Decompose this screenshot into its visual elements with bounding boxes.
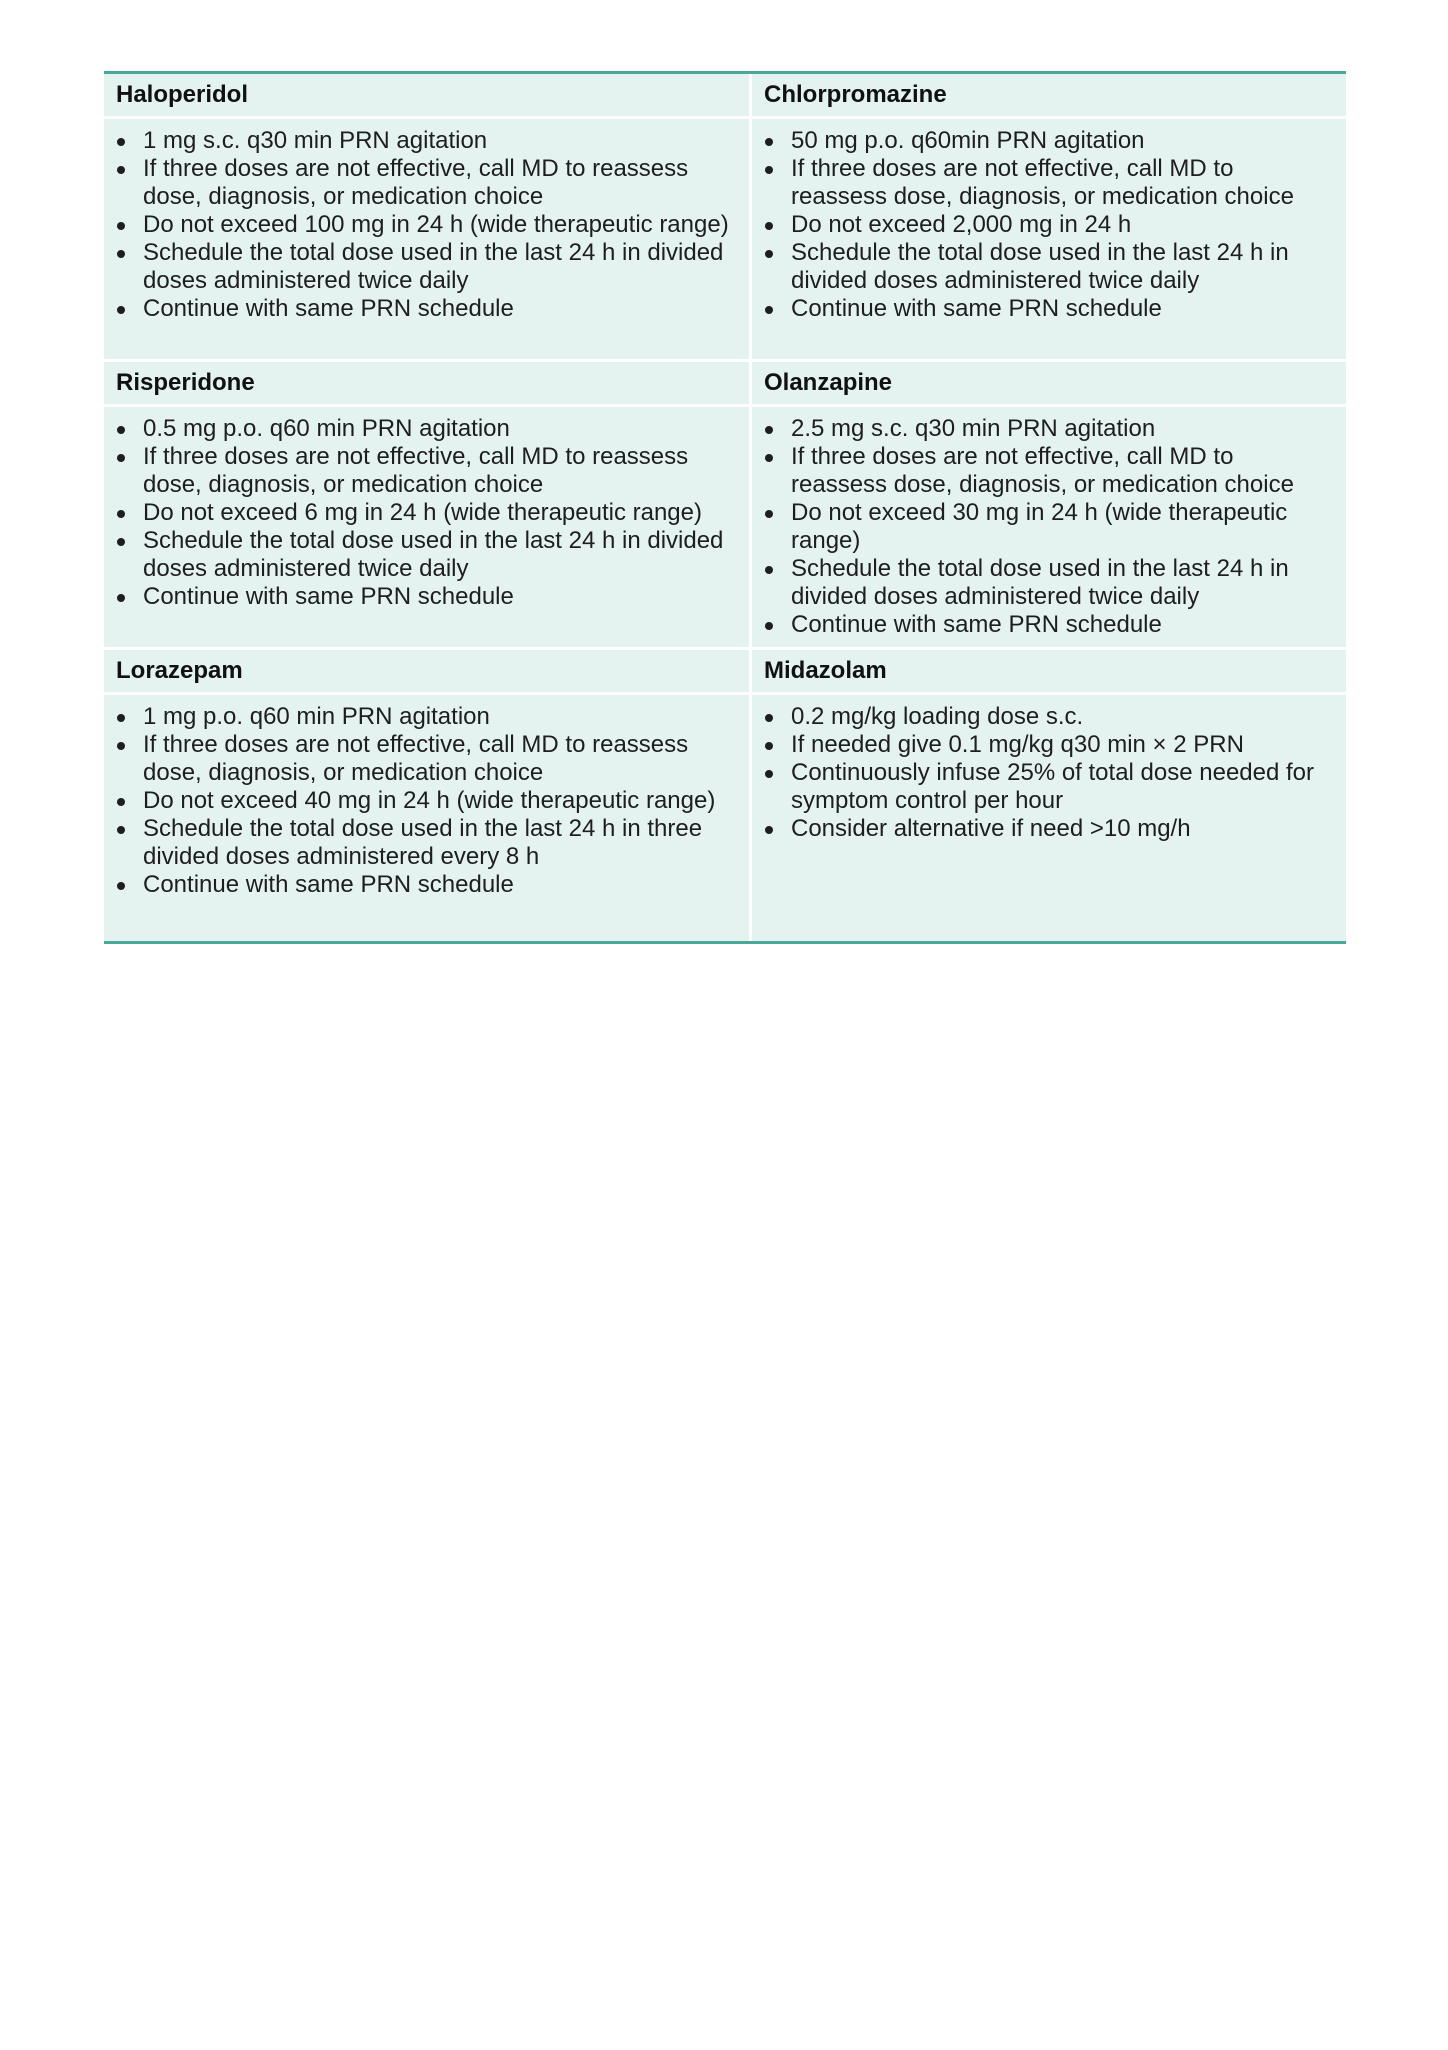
list-item: If three doses are not effective, call MD to reassess dose, diagnosis, or medication choice [764, 443, 1334, 499]
drug-name-risperidone: Risperidone [104, 362, 752, 404]
instruction-list [116, 127, 737, 323]
list-item: 0.5 mg p.o. q60 min PRN agitation [116, 415, 737, 443]
list-item: Do not exceed 40 mg in 24 h (wide therapeutic range) [116, 787, 737, 815]
table-body-row [104, 407, 1346, 650]
table-header-row [104, 74, 1346, 119]
instruction-list [764, 415, 1334, 639]
drug-name-midazolam: Midazolam [764, 657, 887, 684]
list-item: Schedule the total dose used in the last 24 h in three divided doses administered every 8 h [116, 815, 737, 871]
table-header-row [104, 362, 1346, 407]
table-body-row [104, 695, 1346, 941]
drug-instructions-chlorpromazine [752, 119, 1346, 359]
list-item: 2.5 mg s.c. q30 min PRN agitation [764, 415, 1334, 443]
list-item: If three doses are not effective, call MD to reassess dose, diagnosis, or medication choice [116, 443, 737, 499]
instruction-list [116, 703, 737, 899]
list-item: If three doses are not effective, call MD to reassess dose, diagnosis, or medication choice [116, 155, 737, 211]
drug-instructions-midazolam [752, 695, 1346, 941]
drug-instructions-risperidone [104, 407, 752, 647]
table-body-row [104, 119, 1346, 362]
drug-name-haloperidol: Haloperidol [104, 74, 752, 116]
list-item: Continue with same PRN schedule [764, 611, 1334, 639]
list-item: Schedule the total dose used in the last 24 h in divided doses administered twice daily [116, 527, 737, 583]
list-item: Do not exceed 30 mg in 24 h (wide therapeutic range) [764, 499, 1334, 555]
list-item: Continue with same PRN schedule [116, 583, 737, 611]
drug-dosing-table [104, 71, 1346, 944]
list-item: Continuously infuse 25% of total dose needed for symptom control per hour [764, 759, 1334, 815]
list-item: Continue with same PRN schedule [764, 295, 1334, 323]
drug-instructions-lorazepam [104, 695, 752, 941]
list-item: If three doses are not effective, call MD to reassess dose, diagnosis, or medication choice [764, 155, 1334, 211]
list-item: 0.2 mg/kg loading dose s.c. [764, 703, 1334, 731]
list-item: Consider alternative if need >10 mg/h [764, 815, 1334, 843]
drug-name-lorazepam: Lorazepam [104, 650, 752, 692]
list-item: If three doses are not effective, call MD to reassess dose, diagnosis, or medication choice [116, 731, 737, 787]
drug-name-chlorpromazine: Chlorpromazine [764, 81, 947, 108]
drug-name-olanzapine: Olanzapine [764, 369, 893, 396]
list-item: Do not exceed 2,000 mg in 24 h [764, 211, 1334, 239]
instruction-list [764, 127, 1334, 323]
list-item: Schedule the total dose used in the last 24 h in divided doses administered twice daily [764, 239, 1334, 295]
list-item: Schedule the total dose used in the last 24 h in divided doses administered twice daily [764, 555, 1334, 611]
list-item: 1 mg p.o. q60 min PRN agitation [116, 703, 737, 731]
list-item: 50 mg p.o. q60min PRN agitation [764, 127, 1334, 155]
instruction-list [764, 703, 1334, 843]
drug-instructions-olanzapine [752, 407, 1346, 647]
list-item: Continue with same PRN schedule [116, 295, 737, 323]
list-item: Continue with same PRN schedule [116, 871, 737, 899]
list-item: Schedule the total dose used in the last 24 h in divided doses administered twice daily [116, 239, 737, 295]
drug-instructions-haloperidol [104, 119, 752, 359]
table-header-row [104, 650, 1346, 695]
list-item: If needed give 0.1 mg/kg q30 min × 2 PRN [764, 731, 1334, 759]
list-item: Do not exceed 6 mg in 24 h (wide therapeutic range) [116, 499, 737, 527]
instruction-list [116, 415, 737, 611]
list-item: Do not exceed 100 mg in 24 h (wide therapeutic range) [116, 211, 737, 239]
list-item: 1 mg s.c. q30 min PRN agitation [116, 127, 737, 155]
